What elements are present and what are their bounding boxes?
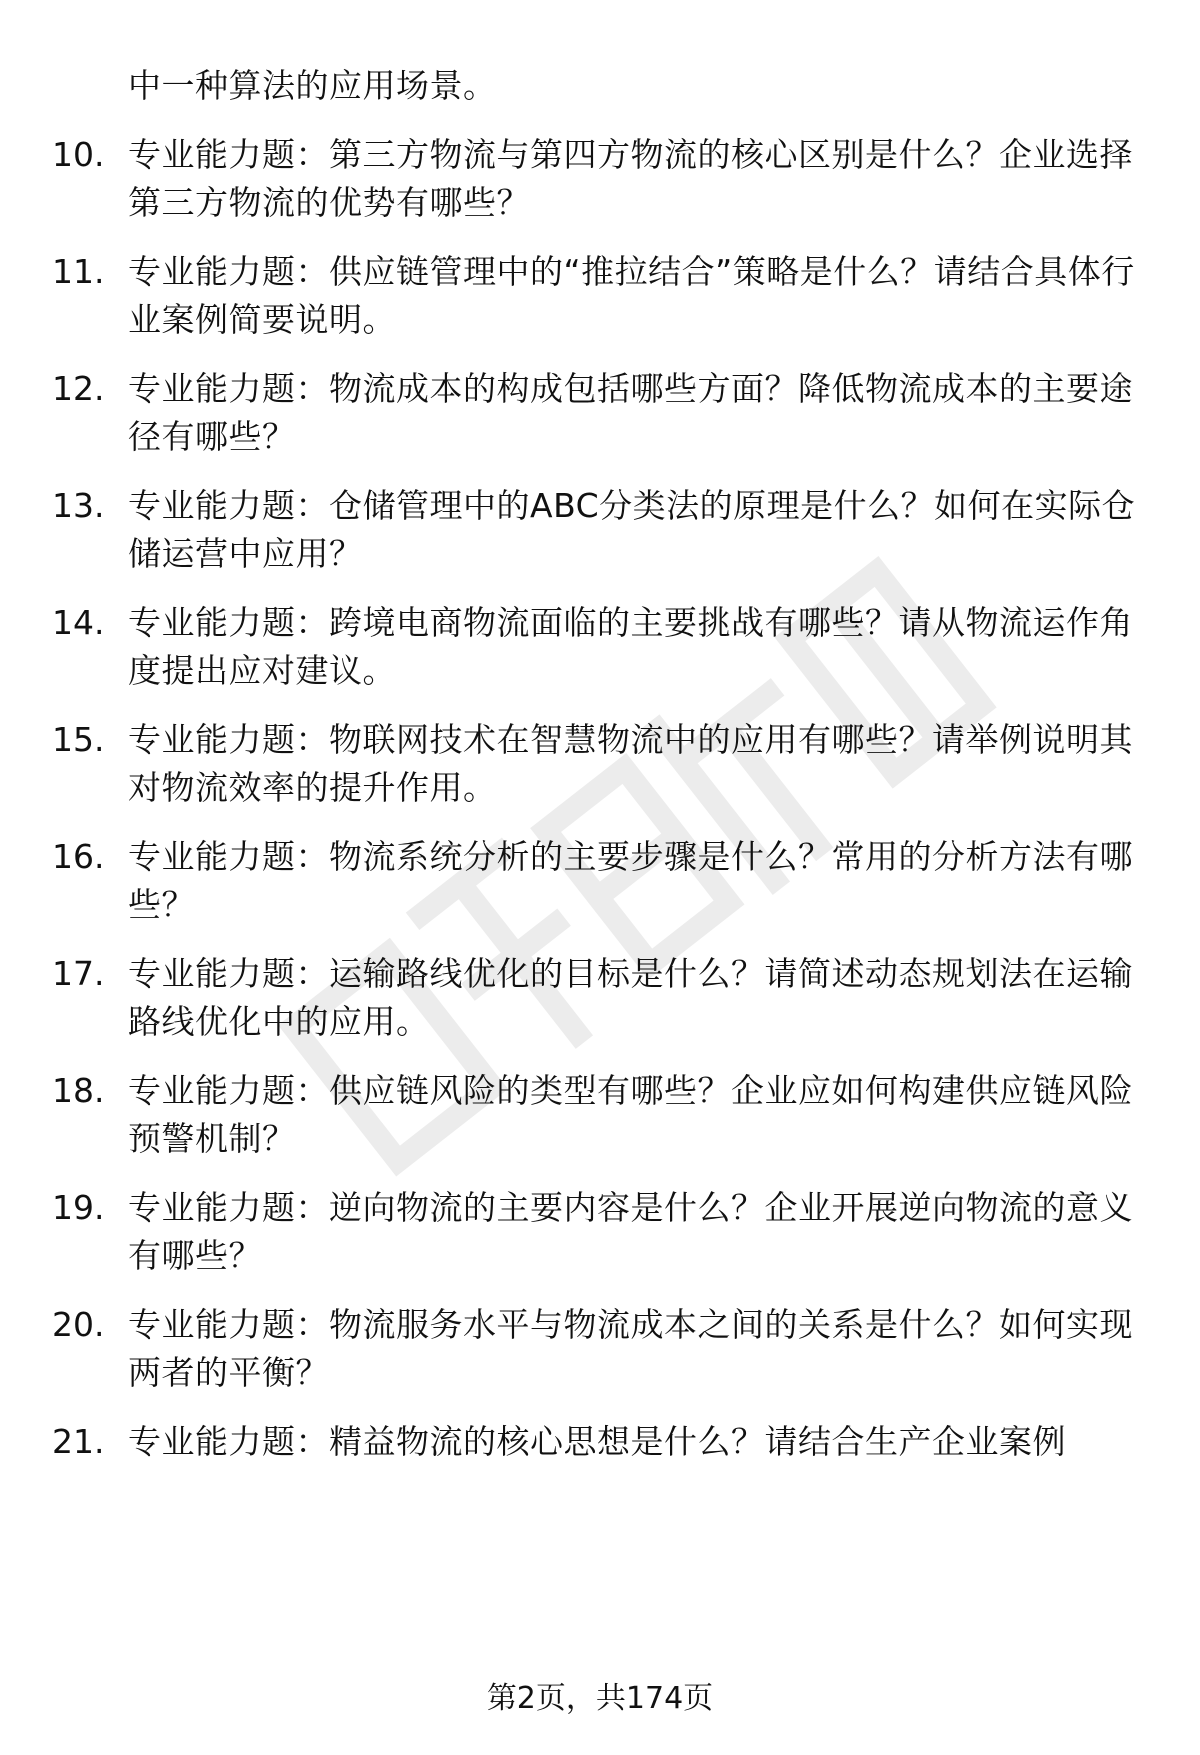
item-number: 10. [52, 135, 105, 174]
list-item [0, 1301, 1200, 1397]
list-item [0, 716, 1200, 812]
item-number: 14. [52, 603, 105, 642]
item-number: 13. [52, 486, 105, 525]
item-text: 专业能力题：物流成本的构成包括哪些方面？降低物流成本的主要途径有哪些？ [128, 369, 1133, 456]
list-item [0, 833, 1200, 929]
item-number: 17. [52, 954, 105, 993]
list-item [0, 1067, 1200, 1163]
item-number: 20. [52, 1305, 105, 1344]
item-number: 21. [52, 1422, 105, 1461]
item-text: 专业能力题：精益物流的核心思想是什么？请结合生产企业案例 [128, 1422, 1066, 1461]
item-text: 专业能力题：运输路线优化的目标是什么？请简述动态规划法在运输路线优化中的应用。 [128, 954, 1133, 1041]
item-number: 19. [52, 1188, 105, 1227]
item-number: 11. [52, 252, 105, 291]
item-text: 专业能力题：物流服务水平与物流成本之间的关系是什么？如何实现两者的平衡？ [128, 1305, 1133, 1392]
list-item [0, 131, 1200, 227]
item-text: 专业能力题：物联网技术在智慧物流中的应用有哪些？请举例说明其对物流效率的提升作用。 [128, 720, 1133, 807]
item-number: 16. [52, 837, 105, 876]
item-text: 专业能力题：物流系统分析的主要步骤是什么？常用的分析方法有哪些？ [128, 837, 1133, 924]
page-number-footer: 第2页，共174页 [486, 1681, 714, 1716]
list-item [0, 1418, 1200, 1466]
item-text: 专业能力题：逆向物流的主要内容是什么？企业开展逆向物流的意义有哪些？ [128, 1188, 1133, 1275]
item-text: 专业能力题：跨境电商物流面临的主要挑战有哪些？请从物流运作角度提出应对建议。 [128, 603, 1133, 690]
list-item [0, 248, 1200, 344]
list-item [0, 365, 1200, 461]
list-item [0, 599, 1200, 695]
continued-text: 中一种算法的应用场景。 [128, 66, 497, 105]
list-item [0, 482, 1200, 578]
item-number: 18. [52, 1071, 105, 1110]
item-text: 专业能力题：仓储管理中的ABC分类法的原理是什么？如何在实际仓储运营中应用？ [128, 486, 1136, 573]
list-item [0, 1184, 1200, 1280]
list-item [0, 950, 1200, 1046]
item-text: 专业能力题：供应链风险的类型有哪些？企业应如何构建供应链风险预警机制？ [128, 1071, 1133, 1158]
item-text: 专业能力题：供应链管理中的“推拉结合”策略是什么？请结合具体行业案例简要说明。 [128, 252, 1135, 339]
item-text: 专业能力题：第三方物流与第四方物流的核心区别是什么？企业选择第三方物流的优势有哪些？ [128, 135, 1133, 222]
item-number: 15. [52, 720, 105, 759]
item-number: 12. [52, 369, 105, 408]
